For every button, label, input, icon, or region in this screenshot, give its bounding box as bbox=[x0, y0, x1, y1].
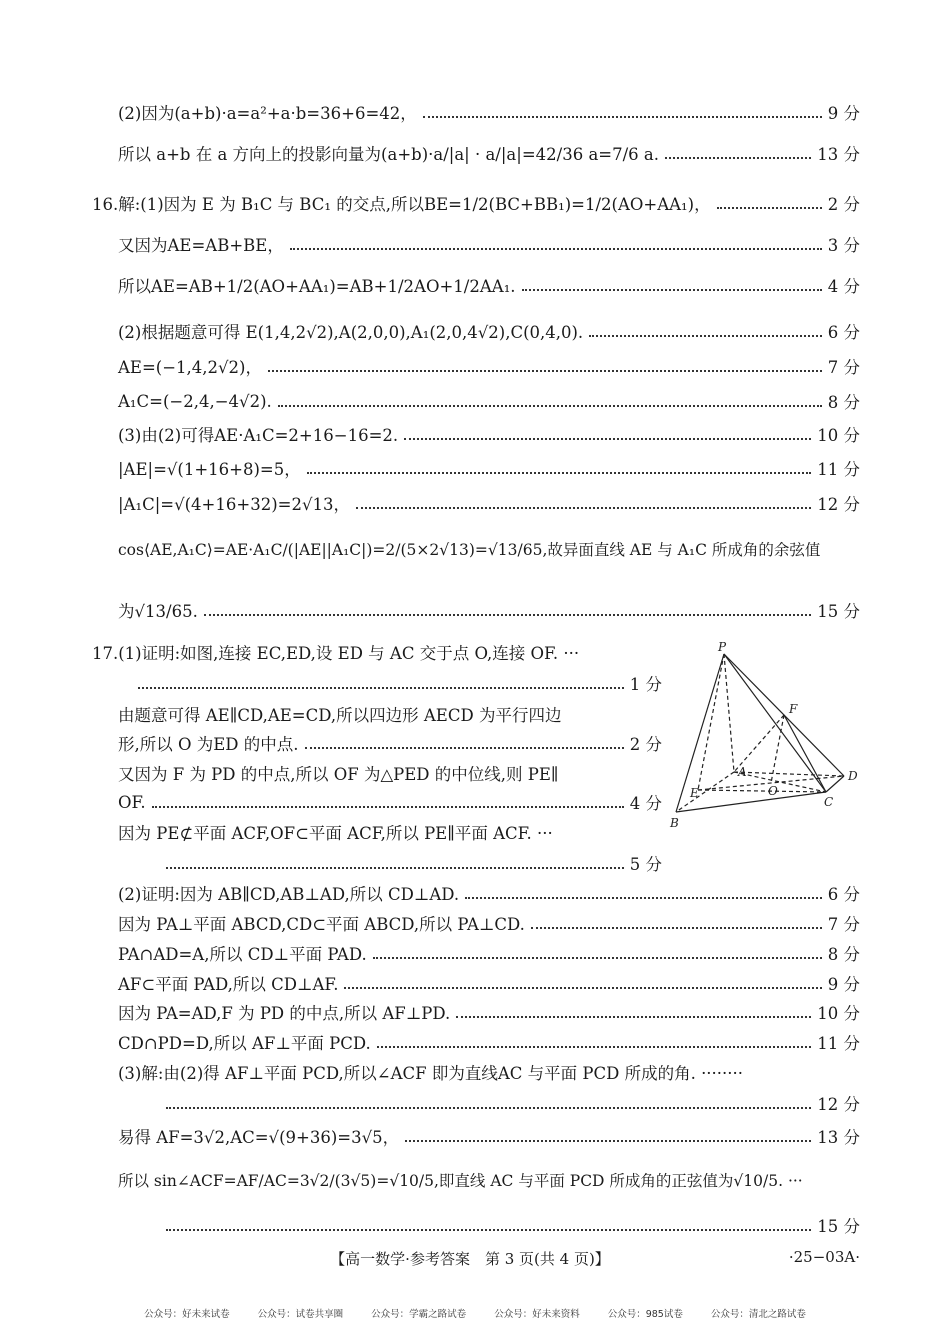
leader-dots bbox=[152, 806, 624, 808]
answer-text: 又因为 F 为 PD 的中点,所以 OF 为△PED 的中位线,则 PE∥ bbox=[118, 765, 559, 784]
score: 7 分 bbox=[827, 915, 860, 934]
answer-line bbox=[160, 1088, 860, 1118]
score: 5 分 bbox=[629, 855, 662, 874]
watermark-row bbox=[60, 1306, 890, 1320]
leader-dots bbox=[305, 747, 624, 749]
edge-CF bbox=[784, 715, 826, 792]
answer-line bbox=[118, 351, 860, 381]
score: 15 分 bbox=[817, 1217, 860, 1236]
answer-text: OF. bbox=[118, 792, 146, 812]
leader-dots bbox=[456, 1016, 811, 1018]
score: 4 分 bbox=[827, 277, 860, 296]
score: 10 分 bbox=[817, 426, 860, 445]
leader-dots bbox=[138, 687, 624, 689]
answer-line bbox=[118, 138, 860, 168]
answer-text: cos⟨AE,A₁C⟩=AE·A₁C/(|AE||A₁C|)=2/(5×2√13)=√13/65,故异面直线 AE 与 A₁C 所成角的余弦值 bbox=[118, 541, 821, 559]
edge-PA bbox=[724, 654, 734, 772]
answer-text: (2)因为(a+b)·a=a²+a·b=36+6=42， bbox=[118, 104, 417, 123]
page-footer bbox=[0, 1248, 950, 1274]
score: 12 分 bbox=[817, 495, 860, 514]
answer-line bbox=[118, 1121, 860, 1151]
answer-line bbox=[118, 1027, 860, 1057]
score: 11 分 bbox=[817, 460, 860, 479]
score: 13 分 bbox=[817, 145, 860, 164]
answer-line bbox=[118, 595, 860, 625]
score: 13 分 bbox=[817, 1128, 860, 1147]
answer-line bbox=[118, 997, 860, 1027]
score: 6 分 bbox=[827, 323, 860, 342]
score: 8 分 bbox=[827, 393, 860, 412]
label-C: C bbox=[824, 795, 834, 809]
pyramid-figure bbox=[668, 640, 868, 835]
answer-line bbox=[118, 787, 662, 817]
score: 12 分 bbox=[817, 1095, 860, 1114]
answer-text: 又因为AE=AB+BE， bbox=[118, 236, 284, 255]
answer-text: PA∩AD=A,所以 CD⊥平面 PAD. bbox=[118, 945, 367, 964]
footer-code: ·25−03A· bbox=[788, 1248, 860, 1266]
leader-dots bbox=[465, 897, 822, 899]
leader-dots bbox=[166, 867, 624, 869]
leader-dots bbox=[166, 1229, 811, 1231]
leader-dots bbox=[717, 207, 822, 209]
answer-line bbox=[118, 728, 662, 758]
watermark-text: 公众号：985试卷 bbox=[607, 1309, 683, 1320]
leader-dots bbox=[405, 1140, 811, 1142]
leader-dots bbox=[665, 157, 811, 159]
leader-dots bbox=[377, 1046, 812, 1048]
watermark-text: 公众号：好未来试卷 bbox=[144, 1309, 230, 1320]
answer-line bbox=[118, 1057, 860, 1087]
watermark-text: 公众号：试卷共享圈 bbox=[257, 1309, 344, 1320]
leader-dots bbox=[522, 289, 822, 291]
watermark-text: 公众号：学霸之路试卷 bbox=[371, 1309, 467, 1320]
answer-text: 17.(1)证明:如图,连接 EC,ED,设 ED 与 AC 交于点 O,连接 OF. ··· bbox=[92, 644, 580, 663]
score: 4 分 bbox=[629, 794, 662, 813]
answer-text: 由题意可得 AE∥CD,AE=CD,所以四边形 AECD 为平行四边 bbox=[118, 706, 562, 725]
answer-line bbox=[132, 668, 662, 698]
answer-text: 因为 PA⊥平面 ABCD,CD⊂平面 ABCD,所以 PA⊥CD. bbox=[118, 915, 525, 934]
leader-dots bbox=[423, 116, 822, 118]
answer-text: AF⊂平面 PAD,所以 CD⊥AF. bbox=[118, 975, 339, 994]
edge-CD bbox=[826, 776, 844, 792]
score: 6 分 bbox=[827, 885, 860, 904]
answer-line bbox=[118, 229, 860, 259]
score: 2 分 bbox=[827, 195, 860, 214]
edge-EC bbox=[698, 790, 826, 792]
answer-line bbox=[118, 270, 860, 300]
leader-dots bbox=[166, 1107, 811, 1109]
answer-line bbox=[118, 938, 860, 968]
answer-text: 因为 PA=AD,F 为 PD 的中点,所以 AF⊥PD. bbox=[118, 1004, 451, 1023]
answer-text: A₁C=(−2,4,−4√2). bbox=[118, 391, 272, 411]
answer-line bbox=[118, 316, 860, 346]
label-B: B bbox=[670, 816, 679, 830]
leader-dots bbox=[531, 927, 822, 929]
leader-dots bbox=[204, 614, 811, 616]
watermark-text: 公众号：好未来资料 bbox=[494, 1309, 580, 1320]
leader-dots bbox=[344, 987, 821, 989]
score: 2 分 bbox=[629, 735, 662, 754]
answer-text: (2)证明:因为 AB∥CD,AB⊥AD,所以 CD⊥AD. bbox=[118, 885, 460, 904]
score: 10 分 bbox=[817, 1004, 860, 1023]
answer-line bbox=[118, 908, 860, 938]
leader-dots bbox=[307, 472, 811, 474]
label-E: E bbox=[690, 786, 699, 800]
label-P: P bbox=[718, 640, 727, 654]
answer-line bbox=[118, 968, 860, 998]
label-O: O bbox=[768, 784, 778, 798]
label-F: F bbox=[789, 702, 798, 716]
score: 8 分 bbox=[827, 945, 860, 964]
answer-line bbox=[118, 758, 662, 788]
edge-PE bbox=[698, 654, 724, 790]
edge-PB bbox=[676, 654, 724, 812]
answer-line bbox=[92, 637, 662, 667]
answer-line bbox=[118, 1165, 860, 1195]
answer-line bbox=[160, 1210, 860, 1240]
leader-dots bbox=[278, 405, 822, 407]
answer-line bbox=[118, 488, 860, 518]
leader-dots bbox=[290, 248, 822, 250]
edge-OF bbox=[771, 715, 784, 783]
answer-text: 为√13/65. bbox=[118, 602, 198, 621]
footer-title: 【高一数学·参考答案 第 3 页(共 4 页)】 bbox=[330, 1250, 610, 1268]
answer-text: (3)由(2)可得AE·A₁C=2+16−16=2. bbox=[118, 426, 399, 445]
leader-dots bbox=[356, 507, 811, 509]
answer-line bbox=[118, 878, 860, 908]
answer-text: 形,所以 O 为ED 的中点. bbox=[118, 735, 299, 754]
leader-dots bbox=[589, 335, 822, 337]
label-D: D bbox=[848, 769, 858, 783]
score: 15 分 bbox=[817, 602, 860, 621]
leader-dots bbox=[373, 957, 822, 959]
answer-text: 易得 AF=3√2,AC=√(9+36)=3√5， bbox=[118, 1128, 400, 1147]
score: 1 分 bbox=[629, 675, 662, 694]
answer-line bbox=[118, 453, 860, 483]
answer-text: 所以 sin∠ACF=AF/AC=3√2/(3√5)=√10/5,即直线 AC 与平面 PCD 所成角的正弦值为√10/5. ··· bbox=[118, 1172, 803, 1190]
edge-AF bbox=[734, 715, 784, 772]
score: 3 分 bbox=[827, 236, 860, 255]
answer-text: |A₁C|=√(4+16+32)=2√13， bbox=[118, 495, 350, 514]
answer-line bbox=[118, 534, 860, 564]
watermark-text: 公众号：清北之路试卷 bbox=[710, 1309, 806, 1320]
answer-line bbox=[118, 419, 860, 449]
answer-text: 所以AE=AB+1/2(AO+AA₁)=AB+1/2AO+1/2AA₁. bbox=[118, 277, 516, 296]
answer-line bbox=[118, 817, 662, 847]
answer-text: 因为 PE⊄平面 ACF,OF⊂平面 ACF,所以 PE∥平面 ACF. ··· bbox=[118, 824, 553, 843]
answer-text: (2)根据题意可得 E(1,4,2√2),A(2,0,0),A₁(2,0,4√2),C(0,4,0). bbox=[118, 323, 584, 342]
answer-line bbox=[160, 848, 662, 878]
answer-line bbox=[118, 699, 662, 729]
answer-text: 所以 a+b 在 a 方向上的投影向量为(a+b)·a/|a| · a/|a|=42/36 a=7/6 a. bbox=[118, 145, 659, 164]
answer-text: |AE|=√(1+16+8)=5， bbox=[118, 460, 301, 479]
score: 11 分 bbox=[817, 1034, 860, 1053]
answer-text: AE=(−1,4,2√2)， bbox=[118, 358, 262, 377]
score: 9 分 bbox=[827, 104, 860, 123]
score: 7 分 bbox=[827, 358, 860, 377]
label-A: A bbox=[738, 765, 747, 779]
answer-line bbox=[92, 188, 860, 218]
leader-dots bbox=[404, 438, 811, 440]
answer-text: (3)解:由(2)得 AF⊥平面 PCD,所以∠ACF 即为直线AC 与平面 PCD 所成的角. ········ bbox=[118, 1064, 744, 1083]
score: 9 分 bbox=[827, 975, 860, 994]
leader-dots bbox=[268, 370, 822, 372]
answer-text: CD∩PD=D,所以 AF⊥平面 PCD. bbox=[118, 1034, 371, 1053]
answer-line bbox=[118, 386, 860, 416]
answer-text: 16.解:(1)因为 E 为 B₁C 与 BC₁ 的交点,所以BE=1/2(BC+BB₁)=1/2(AO+AA₁)， bbox=[92, 195, 711, 214]
answer-line bbox=[118, 97, 860, 127]
